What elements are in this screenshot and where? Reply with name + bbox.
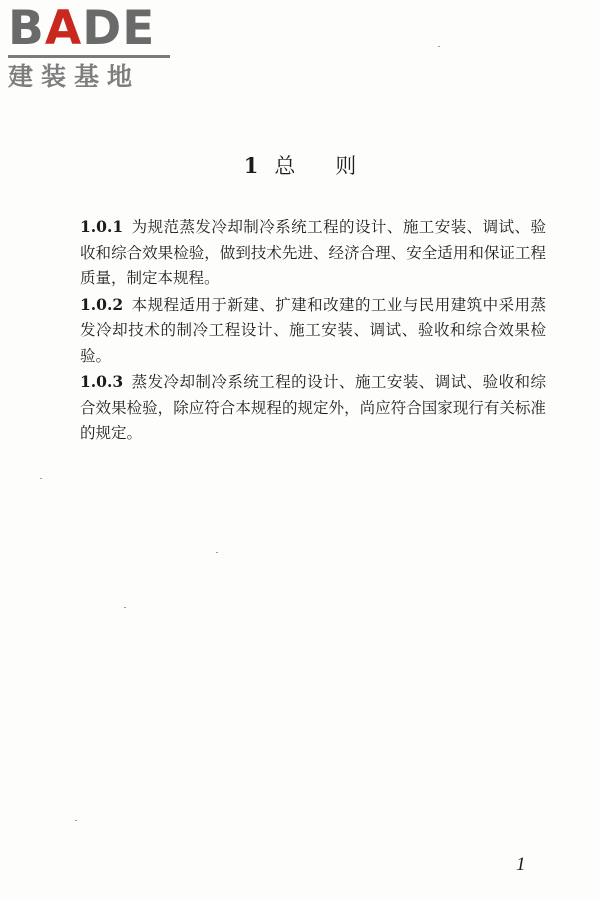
logo-letter-b: B <box>8 1 45 56</box>
clause-number: 1.0.2 <box>80 294 124 314</box>
logo-wordmark <box>8 1 176 56</box>
clause-number: 1.0.1 <box>80 217 124 236</box>
chapter-heading <box>0 152 600 180</box>
scan-speck <box>40 478 42 479</box>
chapter-number: 1 <box>243 153 259 178</box>
logo-letters-de: DE <box>82 1 156 56</box>
clause-1-0-1 <box>80 214 546 292</box>
clause-list <box>80 214 546 447</box>
clause-text: 蒸发冷却制冷系统工程的设计、施工安装、调试、验收和综合效果检验，除应符合本规程的规定外，尚应符合国家现行有关标准的规定。 <box>80 373 546 442</box>
clause-1-0-2 <box>80 292 546 370</box>
clause-number: 1.0.3 <box>80 372 124 391</box>
chapter-title: 总则 <box>274 154 397 178</box>
clause-text: 本规程适用于新建、扩建和改建的工业与民用建筑中采用蒸发冷却技术的制冷工程设计、施工安装、调试、验收和综合效果检验。 <box>80 295 546 365</box>
page-number: 1 <box>516 854 526 875</box>
logo-letter-a-accent: A <box>44 1 83 56</box>
clause-text: 为规范蒸发冷却制冷系统工程的设计、施工安装、调试、验收和综合效果检验，做到技术先进、经济合理、安全适用和保证工程质量，制定本规程。 <box>80 218 546 287</box>
scan-speck <box>216 552 218 553</box>
scan-speck <box>75 820 77 821</box>
clause-1-0-3 <box>80 369 546 447</box>
scan-speck <box>438 46 440 47</box>
bade-logo <box>8 1 176 92</box>
scan-speck <box>124 607 126 608</box>
logo-subtitle: 建装基地 <box>8 62 141 91</box>
